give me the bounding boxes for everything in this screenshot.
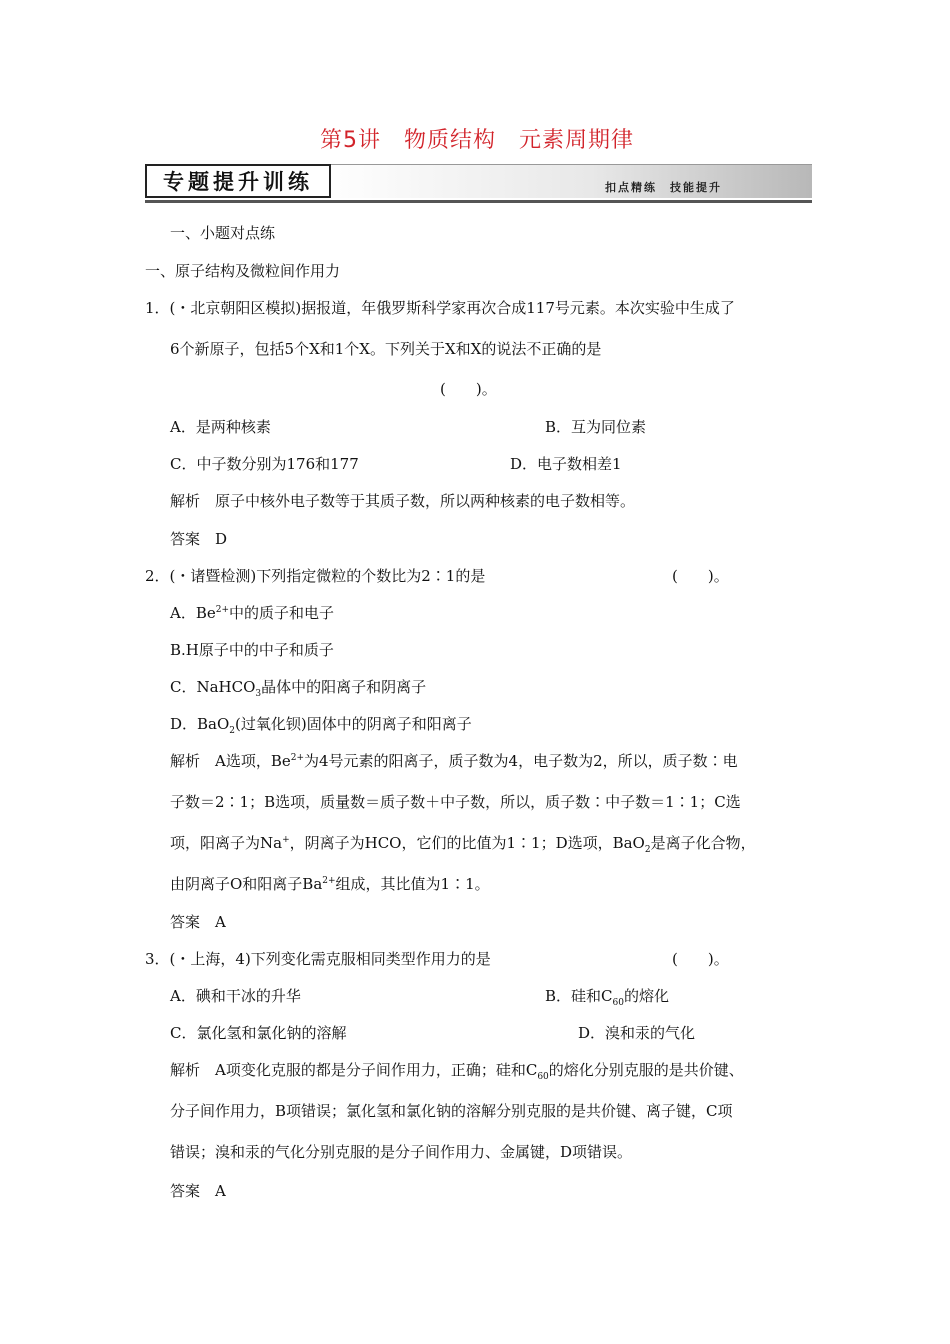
banner-bar xyxy=(321,164,812,198)
q2-answer: 答案 A xyxy=(170,913,226,931)
banner-label: 专题提升训练 xyxy=(145,164,331,198)
q2-analysis-line3 xyxy=(170,832,756,855)
q2-option-a xyxy=(170,602,334,623)
section-heading: 一、原子结构及微粒间作用力 xyxy=(145,262,341,280)
q1-answer-paren: ( )。 xyxy=(440,380,497,398)
banner-subtitle: 扣点精练 技能提升 xyxy=(605,181,722,194)
q1-option-a: A．是两种核素 xyxy=(170,418,271,436)
q3-stem: 3．(・上海，4)下列变化需克服相同类型作用力的是 xyxy=(145,950,491,968)
q3-analysis-text-2: 的熔化分别克服的是共价键、 xyxy=(548,1061,744,1079)
part-heading: 一、小题对点练 xyxy=(170,224,276,242)
q2-option-a-text: A．Be xyxy=(170,604,216,622)
q2-option-d xyxy=(170,713,472,736)
q3-analysis-text: 解析 A项变化克服的都是分子间作用力，正确；硅和C xyxy=(170,1061,538,1079)
q2-analysis-charge: 2+ xyxy=(322,876,336,886)
q1-answer: 答案 D xyxy=(170,530,228,548)
q1-stem-line2: 6个新原子，包括5个X和1个X。下列关于X和X的说法不正确的是 xyxy=(170,340,602,358)
q3-option-b xyxy=(545,985,669,1008)
q2-option-a-charge: 2+ xyxy=(215,605,230,615)
q2-analysis-text-2: 组成，其比值为1∶1。 xyxy=(335,875,490,893)
q3-option-c: C．氯化氢和氯化钠的溶解 xyxy=(170,1024,347,1042)
q2-stem: 2．(・诸暨检测)下列指定微粒的个数比为2∶1的是 xyxy=(145,567,486,585)
q3-answer-paren: ( )。 xyxy=(672,950,729,968)
q2-option-d-text-2: (过氧化钡)固体中的阴离子和阳离子 xyxy=(235,715,472,733)
q2-option-d-sub: 2 xyxy=(229,726,236,736)
q2-analysis-text-2: 为4号元素的阳离子，质子数为4，电子数为2，所以，质子数∶电 xyxy=(304,752,738,770)
q1-option-b: B．互为同位素 xyxy=(545,418,647,436)
q3-analysis-line2: 分子间作用力，B项错误；氯化氢和氯化钠的溶解分别克服的是共价键、离子键，C项 xyxy=(170,1102,733,1120)
page-title: 第5讲 物质结构 元素周期律 xyxy=(320,128,634,153)
q2-answer-paren: ( )。 xyxy=(672,567,729,585)
q1-stem-line1: 1．(・北京朝阳区模拟)据报道，年俄罗斯科学家再次合成117号元素。本次实验中生成了 xyxy=(145,299,735,317)
q3-option-b-sub: 60 xyxy=(612,998,624,1008)
q2-option-a-text-2: 中的质子和电子 xyxy=(229,604,335,622)
q2-option-d-text: D．BaO xyxy=(170,715,230,733)
q2-option-c xyxy=(170,676,426,699)
q2-analysis-charge: + xyxy=(282,835,290,845)
q2-analysis-line4 xyxy=(170,873,490,894)
q2-analysis-text-3: 是离子化合物， xyxy=(650,834,756,852)
q3-analysis-sub: 60 xyxy=(537,1072,549,1082)
q2-option-c-text-2: 晶体中的阳离子和阴离子 xyxy=(261,678,427,696)
banner-divider xyxy=(145,200,812,203)
q1-option-c: C．中子数分别为176和177 xyxy=(170,455,359,473)
q2-analysis-line2: 子数＝2∶1；B选项，质量数＝质子数＋中子数，所以，质子数∶中子数＝1∶1；C选 xyxy=(170,793,741,811)
q2-analysis-text: 项，阳离子为Na xyxy=(170,834,283,852)
q3-option-a: A．碘和干冰的升华 xyxy=(170,987,301,1005)
q1-option-d: D．电子数相差1 xyxy=(510,455,622,473)
q2-analysis-text: 由阴离子O和阳离子Ba xyxy=(170,875,323,893)
q2-option-c-text: C．NaHCO xyxy=(170,678,256,696)
q3-option-b-text: B．硅和C xyxy=(545,987,613,1005)
q3-analysis-line3: 错误；溴和汞的气化分别克服的是分子间作用力、金属键，D项错误。 xyxy=(170,1143,633,1161)
q3-option-d: D．溴和汞的气化 xyxy=(578,1024,696,1042)
q2-analysis-line1 xyxy=(170,750,738,771)
q3-option-b-text-2: 的熔化 xyxy=(623,987,669,1005)
q3-analysis-line1 xyxy=(170,1059,744,1082)
q2-analysis-text: 解析 A选项，Be xyxy=(170,752,291,770)
q2-analysis-charge: 2+ xyxy=(290,753,305,763)
q3-answer: 答案 A xyxy=(170,1182,226,1200)
q2-option-b: B.H原子中的中子和质子 xyxy=(170,641,334,659)
q2-analysis-text-2: ，阴离子为HCO，它们的比值为1∶1；D选项，BaO xyxy=(289,834,645,852)
q2-option-c-sub: 3 xyxy=(255,689,262,699)
q2-analysis-sub: 2 xyxy=(644,845,651,855)
q1-analysis: 解析 原子中核外电子数等于其质子数，所以两种核素的电子数相等。 xyxy=(170,492,636,510)
section-banner xyxy=(145,164,812,202)
